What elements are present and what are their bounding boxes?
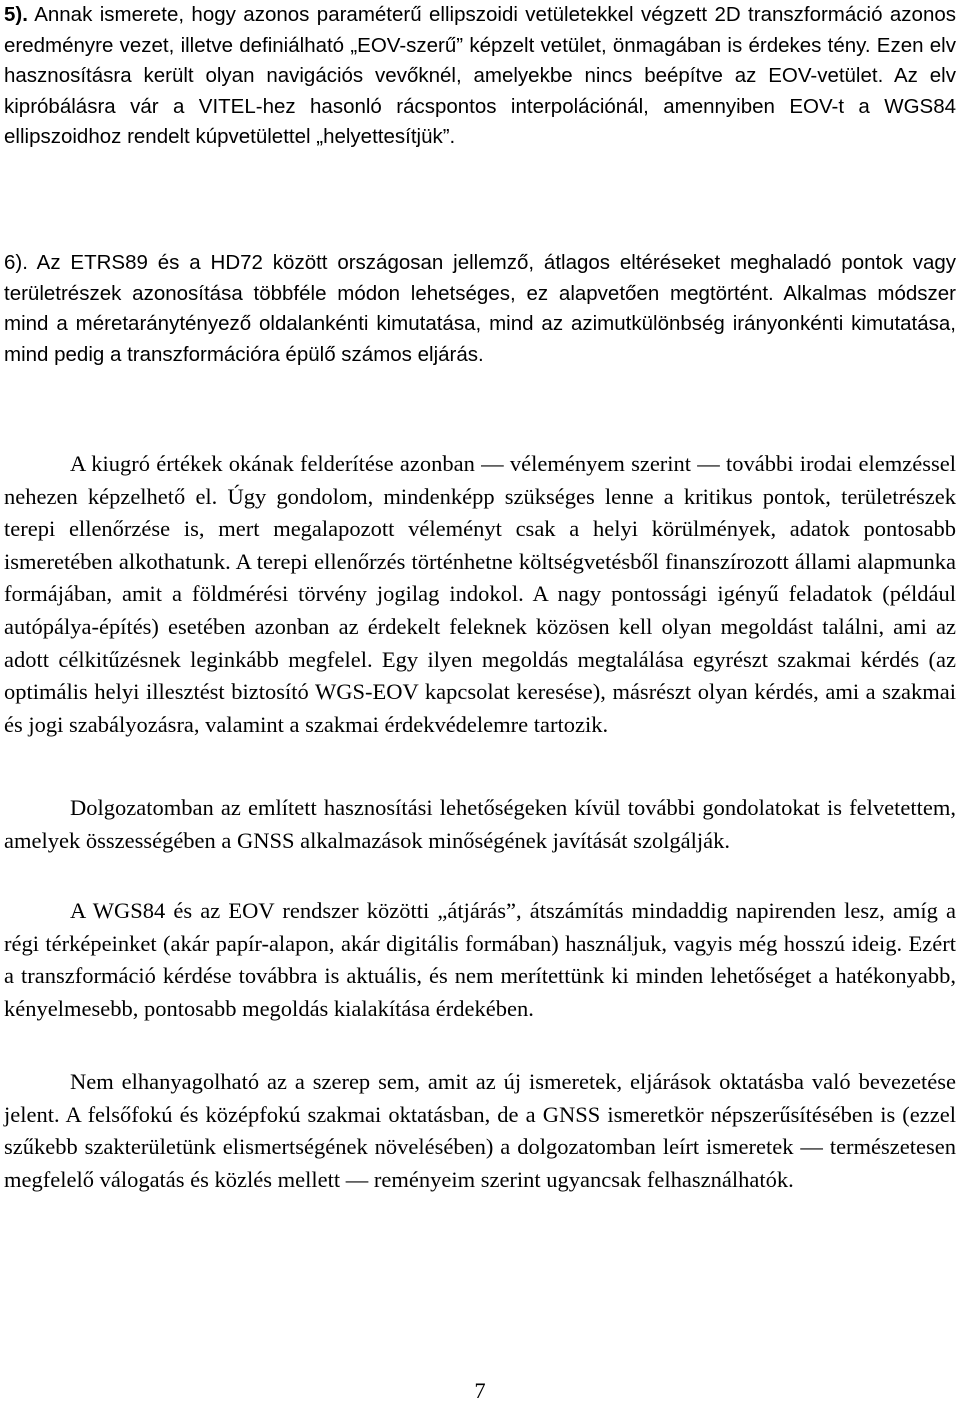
paragraph-text: Az ETRS89 és a HD72 között országosan jellemző, átlagos eltéréseket meghaladó pontok vagy területrészek azonosítása többféle módon lehetséges, ez alapvetően megtörtént. Alkalmas módszer mind a méretaránytényező oldalankénti kimutatása, mind az azimutkülönbség irányonkénti kimutatása, mind pedig a transzformációra épülő számos eljárás.	[4, 251, 956, 366]
paragraph-6	[4, 248, 956, 370]
paragraph-wgs-eov: A WGS84 és az EOV rendszer közötti „átjárás”, átszámítás mindaddig napirenden lesz, amíg a régi térképeinket (akár papír-alapon, akár digitális formában) használjuk, vagyis még hosszú ideig. Ezért a transzformáció kérdése továbbra is aktuális, és nem merítettünk ki minden lehetőséget a hatékonyabb, kényelmesebb, pontosabb megoldás kialakítása érdekében.	[4, 898, 956, 1021]
page-number: 7	[474, 1378, 486, 1403]
paragraph-5	[4, 0, 956, 153]
paragraph-number: 6).	[4, 251, 28, 274]
paragraph-number: 5).	[4, 3, 28, 26]
paragraph-thesis-ideas: Dolgozatomban az említett hasznosítási lehetőségeken kívül további gondolatokat is felvetettem, amelyek összességében a GNSS alkalmazások minőségének javítását szolgálják.	[4, 795, 956, 853]
paragraph-education: Nem elhanyagolható az a szerep sem, amit az új ismeretek, eljárások oktatásba való bevezetése jelent. A felsőfokú és középfokú szakmai oktatásban, de a GNSS ismeretkör népszerűsítésében is (ezzel szűkebb szakterületünk elismertségének növelésében) a dolgozatomban leírt ismeretek — természetesen megfelelő válogatás és közlés mellett — reményeim szerint ugyancsak felhasználhatók.	[4, 1069, 956, 1192]
paragraph-text: Annak ismerete, hogy azonos paraméterű ellipszoidi vetületekkel végzett 2D transzformáció azonos eredményre vezet, illetve definiálható „EOV-szerű” képzelt vetület, önmagában is érdekes tény. Ezen elv hasznosításra került olyan navigációs vevőknél, amelyekbe nincs beépítve az EOV-vetület. Az elv kipróbálásra vár a VITEL-hez hasonló rácspontos interpolációnál, amennyiben EOV-t a WGS84 ellipszoidhoz rendelt kúpvetülettel „helyettesítjük”.	[4, 3, 956, 148]
paragraph-outliers: A kiugró értékek okának felderítése azonban — véleményem szerint — további irodai elemzéssel nehezen képzelhető el. Úgy gondolom, mindenképp szükséges lenne a kritikus pontok, területrészek terepi ellenőrzése is, mert megalapozott véleményt csak a helyi körülmények, adatok pontosabb ismeretében alkothatunk. A terepi ellenőrzés történhetne költségvetésből finanszírozott állami alapmunka formájában, amit a földmérési törvény jogilag indokol. A nagy pontossági igényű feladatok (például autópálya-építés) esetében azonban az érdekelt feleknek közösen kell olyan megoldást találni, ami az adott célkitűzésnek leginkább megfelel. Egy ilyen megoldás megtalálása egyrészt szakmai kérdés (az optimális helyi illesztést biztosító WGS-EOV kapcsolat keresése), másrészt olyan kérdés, ami a szakmai és jogi szabályozásra, valamint a szakmai érdekvédelemre tartozik.	[4, 451, 956, 737]
